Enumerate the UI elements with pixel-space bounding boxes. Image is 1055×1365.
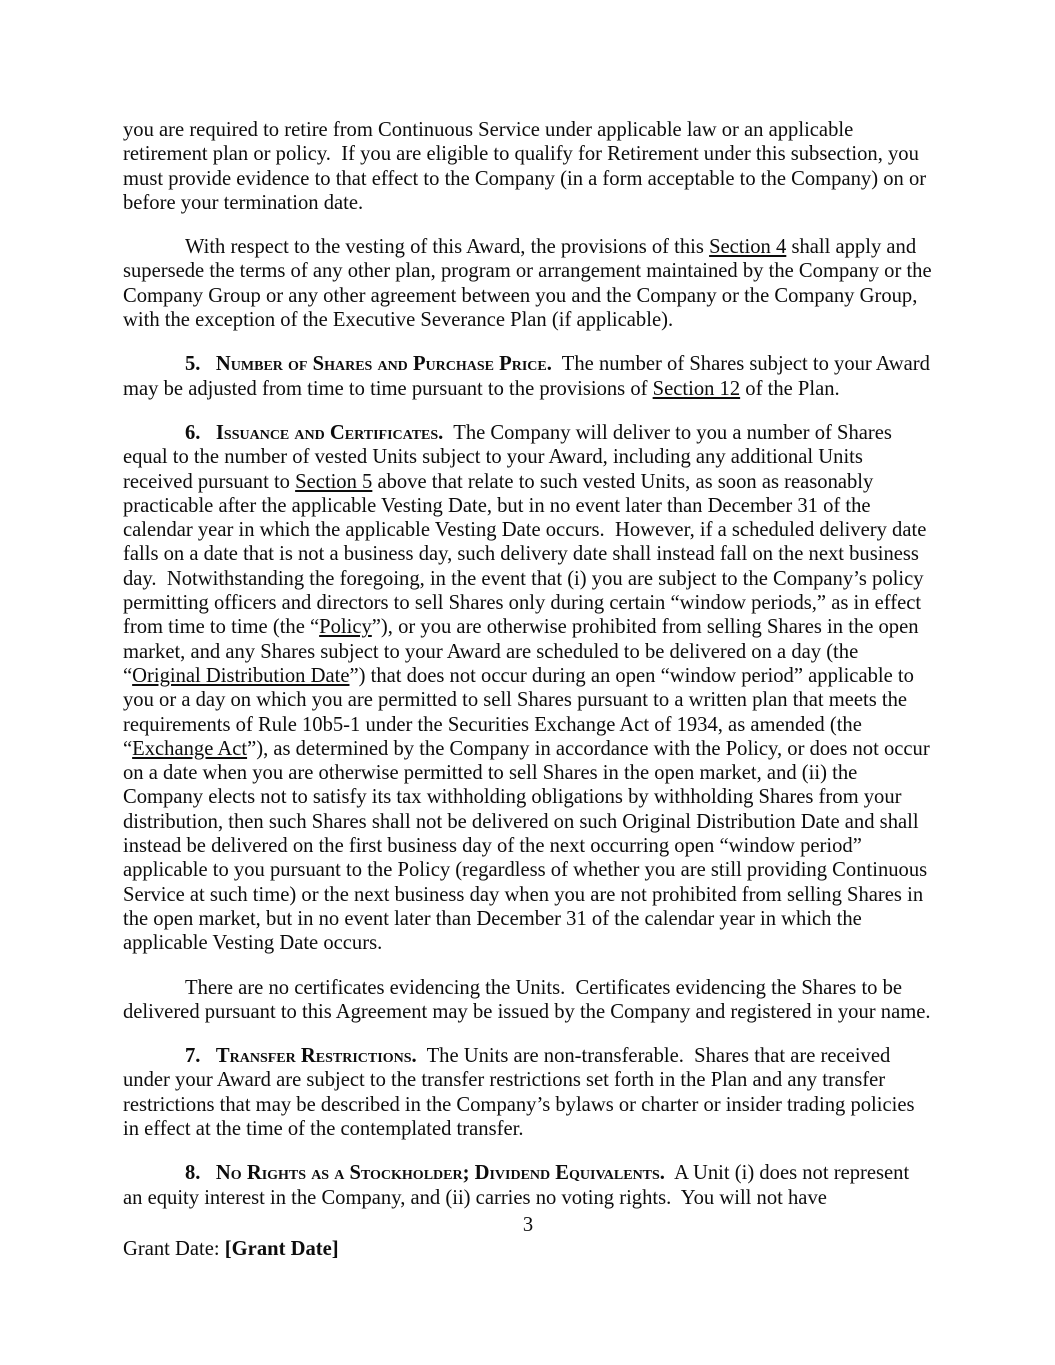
cross-reference: Section 4 [709,236,787,259]
text-run: you are required to retire from Continuous Service under applicable law or an applicable retirement plan or policy. If you are eligible to qualify for Retirement under this subsection, you must provide evidence to that effect to the Company (in a form acceptable to the Company) on or before your termination date. [123,119,927,214]
para-retirement-continuation [123,118,933,215]
text-run: The number of Shares subject to your Award may be adjusted from time to time pursuant to the provisions of [123,353,930,400]
section-heading: No Rights as a Stockholder; Dividend Equivalents. [215,1162,665,1185]
text-run: ”), as determined by the Company in accordance with the Policy, or does not occur on a date when you are otherwise permitted to sell Shares in the open market, and (ii) the Company elects not to satisfy its tax withholding obligations by withholding Shares from your distribution, then such Shares shall not be delivered on such Original Distribution Date and shall instead be delivered on the first business day of the next occurring open “window period” applicable to you pursuant to the Policy (regardless of whether you are still providing Continuous Service at such time) or the next business day when you are not prohibited from selling Shares in the open market, but in no event later than December 31 of the calendar year in which the applicable Vesting Date occurs. [123,737,930,955]
section-7-transfer-restrictions [123,1044,933,1141]
text-run: The Company will deliver to you a number of Shares equal to the number of vested Units subject to your Award, including any additional Units received pursuant to [123,421,892,493]
document-body [123,118,933,1210]
text-run: 6. [185,421,201,444]
text-run: ”) that does not occur during an open “window period” applicable to you or a day on which you are permitted to sell Shares pursuant to a written plan that meets the requirements of Rule 10b5-1 under the Securities Exchange Act of 1934, as amended (the “ [123,664,914,760]
cross-reference: Section 12 [652,377,741,400]
cross-reference: Original Distribution Date [132,664,350,687]
text-run [200,353,215,375]
text-run: ”), or you are otherwise prohibited from selling Shares in the open market, and any Shares subject to your Award are scheduled to be delivered on a day (the “ [123,616,919,687]
section-6-issuance-and-certificates [123,421,933,956]
grant-date-value: [Grant Date] [224,1238,339,1261]
text-run: 7. [185,1045,201,1068]
footer-grant-date [123,1237,933,1261]
text-run: of the Plan. [740,377,840,400]
section-heading: Transfer Restrictions. [215,1045,417,1068]
text-run [200,1162,215,1184]
text-run: A Unit (i) does not represent an equity interest in the Company, and (ii) carries no voting rights. You will not have [123,1162,910,1209]
text-run [200,1045,215,1067]
text-run [200,422,215,444]
grant-date-label: Grant Date: [123,1238,220,1261]
text-run: With respect to the vesting of this Award, the provisions of this [185,236,710,259]
text-run: above that relate to such vested Units, as soon as reasonably practicable after the applicable Vesting Date, but in no event later than December 31 of the calendar year in which the applicable Vesting Date occurs. However, if a scheduled delivery date falls on a date that is not a business day, such delivery date shall instead fall on the next business day. Notwithstanding the foregoing, in the event that (i) you are subject to the Company’s policy permitting officers and directors to sell Shares only during certain “window periods,” as in effect from time to time (the “ [123,470,927,639]
cross-reference: Exchange Act [132,737,248,760]
text-run: shall apply and supersede the terms of any other plan, program or arrangement maintained by the Company or the Company Group or any other agreement between you and the Company or the Company Group, with the exception of the Executive Severance Plan (if applicable). [123,236,932,332]
para-certificates [123,976,933,1025]
text-run: There are no certificates evidencing the Units. Certificates evidencing the Shares to be delivered pursuant to this Agreement may be issued by the Company and registered in your name. [123,976,931,1023]
section-heading: Number of Shares and Purchase Price. [215,353,552,376]
text-run: 8. [185,1162,201,1185]
cross-reference: Policy [319,616,372,639]
text-run: The Units are non-transferable. Shares that are received under your Award are subject to the transfer restrictions set forth in the Plan and any transfer restrictions that may be described in the Company’s bylaws or charter or insider trading policies in effect at the time of the contemplated transfer. [123,1045,915,1140]
section-heading: Issuance and Certificates. [215,421,444,444]
section-5-number-of-shares [123,352,933,401]
section-8-no-rights-as-stockholder [123,1161,933,1210]
para-vesting-supersede [123,235,933,332]
cross-reference: Section 5 [295,470,373,493]
page-number: 3 [522,1213,534,1236]
text-run: 5. [185,353,201,376]
